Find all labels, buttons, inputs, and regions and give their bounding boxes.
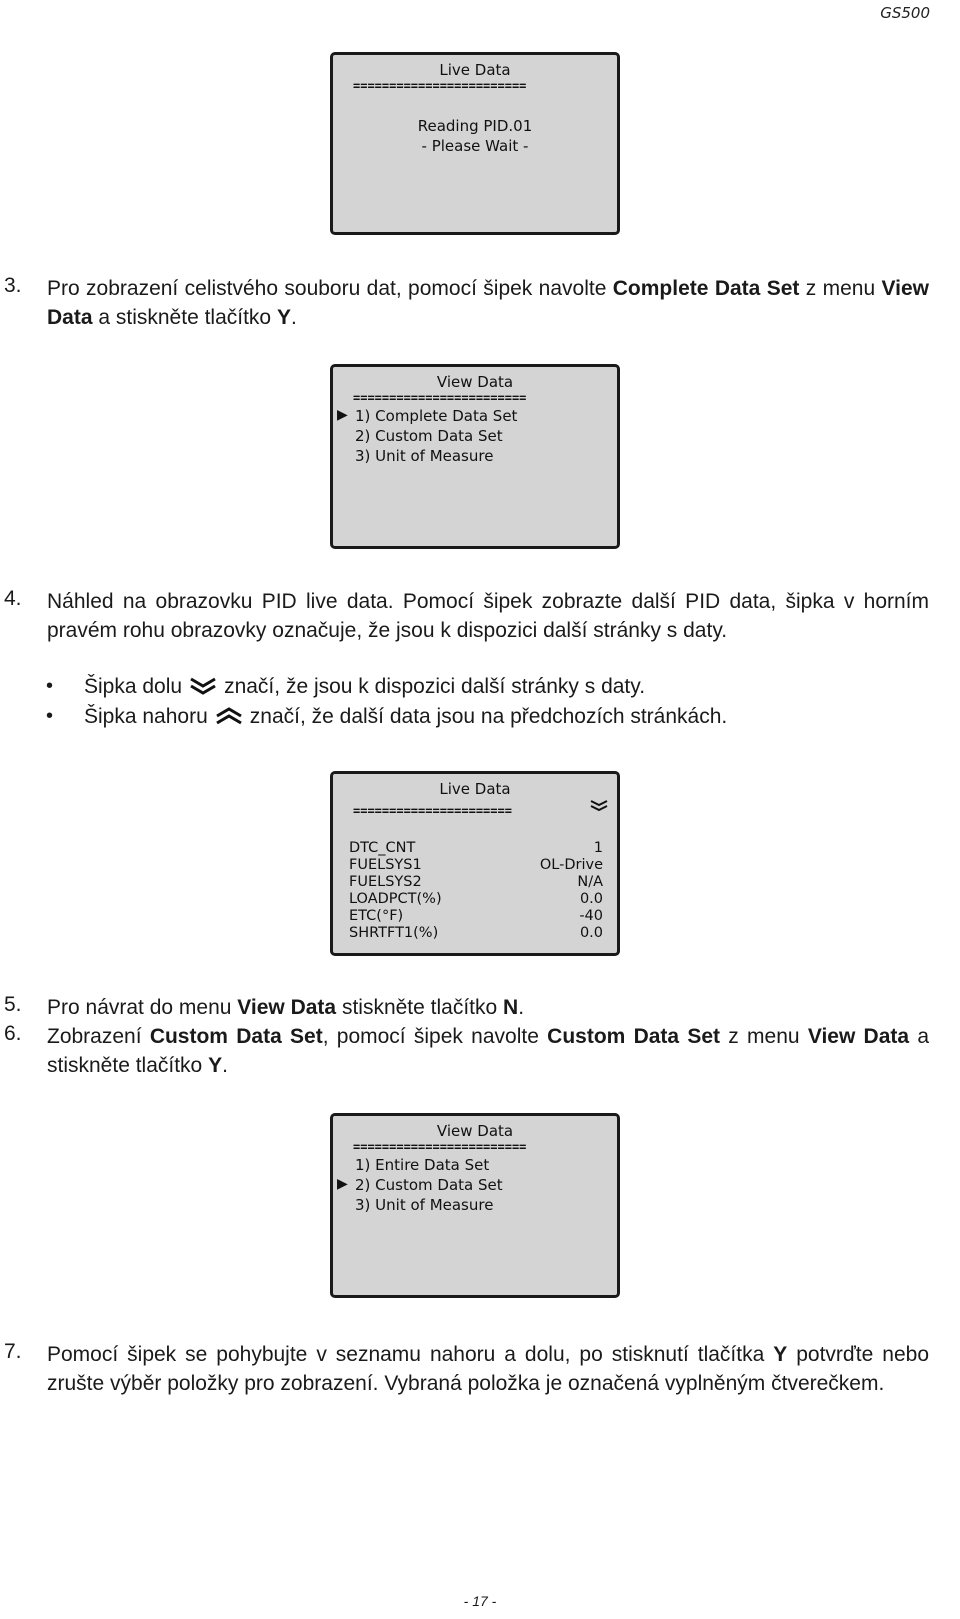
screen-status-line: Reading PID.01 — [417, 117, 533, 135]
bold-term: Custom Data Set — [149, 1025, 323, 1048]
step-number: 4. — [4, 587, 22, 610]
bold-term: View Data — [47, 277, 930, 329]
step-5-text — [47, 993, 929, 1022]
pid-name: ETC(°F) — [349, 908, 404, 924]
screen-separator: ======================== — [353, 79, 527, 93]
text-run: a stiskněte tlačítko — [47, 1025, 930, 1077]
step-3-text — [47, 274, 929, 332]
text-run: . — [290, 306, 297, 329]
step-number: 7. — [4, 1340, 22, 1363]
pid-name: FUELSYS2 — [349, 874, 422, 890]
step-7-text — [47, 1340, 929, 1398]
menu-item: 3) Unit of Measure — [355, 1196, 494, 1214]
pid-value: OL-Drive — [539, 857, 603, 873]
pid-value: 0.0 — [579, 891, 603, 907]
pid-name: LOADPCT(%) — [349, 891, 442, 907]
page-number: - 17 - — [463, 1593, 497, 1609]
data-row — [349, 908, 603, 925]
menu-item: 1) Complete Data Set — [355, 407, 518, 425]
text-run: značí, že další data jsou na předchozích stránkách. — [249, 705, 728, 728]
menu-item: 3) Unit of Measure — [355, 447, 494, 465]
text-run: z menu — [799, 277, 882, 300]
pid-value: 1 — [593, 840, 603, 856]
bold-term: View Data — [807, 1025, 910, 1048]
text-run: Pro návrat do menu — [47, 996, 238, 1019]
device-screen-view-data-menu — [330, 364, 620, 549]
text-run: z menu — [720, 1025, 808, 1048]
screen-title: View Data — [436, 1122, 514, 1140]
menu-item: 1) Entire Data Set — [355, 1156, 490, 1174]
pid-value: 0.0 — [579, 925, 603, 941]
device-screen-reading-pid — [330, 52, 620, 235]
screen-separator: ======================== — [353, 1140, 527, 1154]
bold-term: Y — [208, 1054, 223, 1077]
bold-term: Y — [276, 306, 291, 329]
pid-value: -40 — [579, 908, 603, 924]
text-run: značí, že jsou k dispozici další stránky s daty. — [224, 675, 646, 698]
text-run: Šipka nahoru — [84, 705, 208, 728]
bold-term: View Data — [237, 996, 337, 1019]
text-run: stiskněte tlačítko — [336, 996, 504, 1019]
step-number: 6. — [4, 1022, 22, 1045]
menu-item: 2) Custom Data Set — [355, 427, 503, 445]
screen-title: View Data — [436, 373, 514, 391]
bullet-up-arrow — [84, 705, 727, 732]
data-row — [349, 874, 603, 891]
bold-term: Y — [773, 1343, 788, 1366]
text-run: potvrďte nebo zrušte výběr položky pro zobrazení. Vybraná položka je označená vyplněným čtverečkem. — [47, 1343, 929, 1395]
text-run: Zobrazení — [47, 1025, 150, 1048]
step-4-text: Náhled na obrazovku PID live data. Pomocí šipek zobrazte další PID data, šipka v horním pravém rohu obrazovky označuje, že jsou k dispozici další stránky s daty. — [47, 590, 929, 642]
data-row — [349, 840, 603, 857]
pid-name: FUELSYS1 — [349, 857, 422, 873]
bold-term: Custom Data Set — [547, 1025, 721, 1048]
data-row — [349, 925, 603, 942]
bullet: • — [46, 705, 54, 727]
bullet-down-arrow — [84, 675, 645, 702]
selection-arrow-icon: ▶ — [337, 407, 348, 423]
bold-term: N — [503, 996, 519, 1019]
text-run: Šipka dolu — [84, 675, 183, 698]
screen-separator: ======================== — [353, 391, 527, 405]
step-number: 3. — [4, 274, 22, 297]
screen-title: Live Data — [439, 61, 511, 79]
text-run: , pomocí šipek navolte — [322, 1025, 548, 1048]
text-run: . — [518, 996, 525, 1019]
step-6-text — [47, 1022, 929, 1080]
document-model-header: GS500 — [880, 4, 930, 22]
screen-title: Live Data — [439, 780, 511, 798]
double-chevron-up-icon — [214, 706, 244, 732]
pid-value: N/A — [577, 874, 603, 890]
step-number: 5. — [4, 993, 22, 1016]
data-row — [349, 891, 603, 908]
bold-term: Complete Data Set — [612, 277, 800, 300]
pid-name: SHRTFT1(%) — [349, 925, 439, 941]
text-run: a stiskněte tlačítko — [92, 306, 277, 329]
pid-name: DTC_CNT — [349, 840, 416, 856]
screen-status-line: - Please Wait - — [421, 137, 529, 155]
double-chevron-down-icon — [589, 798, 609, 817]
data-row — [349, 857, 603, 874]
device-screen-view-data-menu — [330, 1113, 620, 1298]
bullet: • — [46, 675, 54, 697]
text-run: Pomocí šipek se pohybujte v seznamu nahoru a dolu, po stisknutí tlačítka — [47, 1343, 774, 1366]
screen-separator: ====================== — [353, 804, 512, 818]
double-chevron-down-icon — [188, 676, 218, 702]
text-run: Pro zobrazení celistvého souboru dat, pomocí šipek navolte — [47, 277, 613, 300]
menu-item: 2) Custom Data Set — [355, 1176, 503, 1194]
text-run: . — [222, 1054, 228, 1077]
selection-arrow-icon: ▶ — [337, 1176, 348, 1192]
device-screen-live-data-list — [330, 771, 620, 956]
